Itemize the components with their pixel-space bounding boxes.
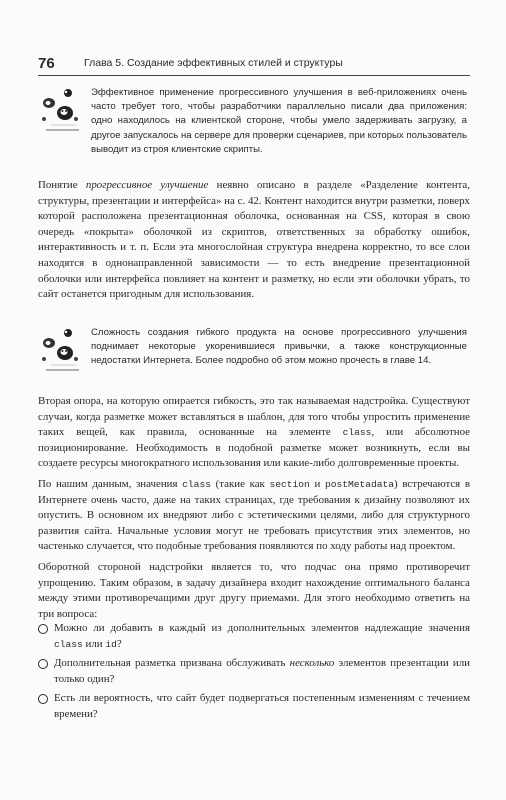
code-class: class: [54, 638, 83, 650]
paragraph-1: Понятие прогрессивное улучшение неявно описано в разделе «Разделение контента, структуры, презентации и интерфейса» на с. 42. Контент находится внутри разметки, поверх которой расположена презентационная оболочка, основанная на CSS, которая в свою очередь «покрыта» оболочкой из скриптов, ответственных за обработку ошибок, интерактивность и т. п. Если эта многослойная структура внедрена корректно, то все слои находятся в однонаправленной зависимости — то есть внедрение презентационной оболочки или интерфейса повлияет на контент и разметку, но если эти оболочки убрать, то сайт останется пригодным для использования.: [38, 179, 470, 301]
code-class: class: [182, 478, 211, 490]
paragraph-4: Оборотной стороной надстройки является то, что подчас она прямо противоречит упрощению. Таким образом, в задачу дизайнера входит нахождение оптимального баланса между этими противоречащими друг другу приемами. Для этого необходимо ответить на три вопроса:: [38, 560, 470, 620]
note-text: Эффективное применение прогрессивного улучшения в веб-приложениях очень часто требует того, чтобы разработчики параллельно писали два приложения: одно находилось на клиентской стороне, чтобы умело задерживать загрузку, а другое запускалось на сервере для проверки сценариев, при которых пользователь выводит из строя клиентские скрипты.: [91, 87, 467, 155]
paragraph-progressive-enhancement: [38, 178, 470, 303]
list-item: Дополнительная разметка призвана обслуживать несколько элементов презентации или только один?: [38, 656, 470, 687]
running-header: [38, 55, 470, 76]
panda-mascot-icon: [38, 86, 82, 134]
list-item: Можно ли добавить в каждый из дополнительных элементов надлежащие значения class или id?: [38, 621, 470, 652]
emphasis-term: несколько: [289, 657, 335, 670]
chapter-title: Глава 5. Создание эффективных стилей и структуры: [84, 57, 343, 69]
bullet-circle-icon: [38, 694, 48, 704]
paragraph-2: Вторая опора, на которую опирается гибкость, это так называемая надстройка. Существуют случаи, когда разметке может вставляться в шаблон, для того чтобы упростить применение таких вещей, как правила, основанные на элементе class, или абсолютное позиционирование. Необходимость в подобной разметке может возникнуть, если вы создаете ресурсы многократного использования или какие-либо долговременные проекты.: [38, 395, 470, 470]
list-item: Есть ли вероятность, что сайт будет подвергаться постепенным изменениям с течением времени?: [38, 691, 470, 722]
main-body-text: [38, 394, 470, 622]
bullet-circle-icon: [38, 624, 48, 634]
code-section: section: [269, 478, 310, 490]
emphasis-term: прогрессивное улучшение: [85, 179, 209, 191]
question-list: [38, 621, 470, 727]
code-postmetadata: postMetadata: [324, 478, 395, 490]
code-class: class: [342, 427, 372, 439]
note-text: Сложность создания гибкого продукта на основе прогрессивного улучшения поднимает некоторые укоренившиеся привычки, а также конструкционные недостатки Интернета. Более подробно об этом можно прочесть в главе 14.: [91, 327, 467, 367]
page-number: 76: [38, 55, 55, 72]
panda-mascot-icon: [38, 326, 82, 374]
bullet-circle-icon: [38, 659, 48, 669]
code-id: id: [105, 638, 117, 650]
paragraph-3: По нашим данным, значения class (такие как section и postMetadata) встречаются в Интернете очень часто, даже на таких страницах, где требования к дизайну позволяют их опустить. В основном их внедряют либо с эстетическими целями, либо для структурного развития сайта. Начальные условия могут не требовать присутствия этих элементов, но частенько случается, что подобные требования появляются по ходу работы над проектом.: [38, 477, 470, 553]
